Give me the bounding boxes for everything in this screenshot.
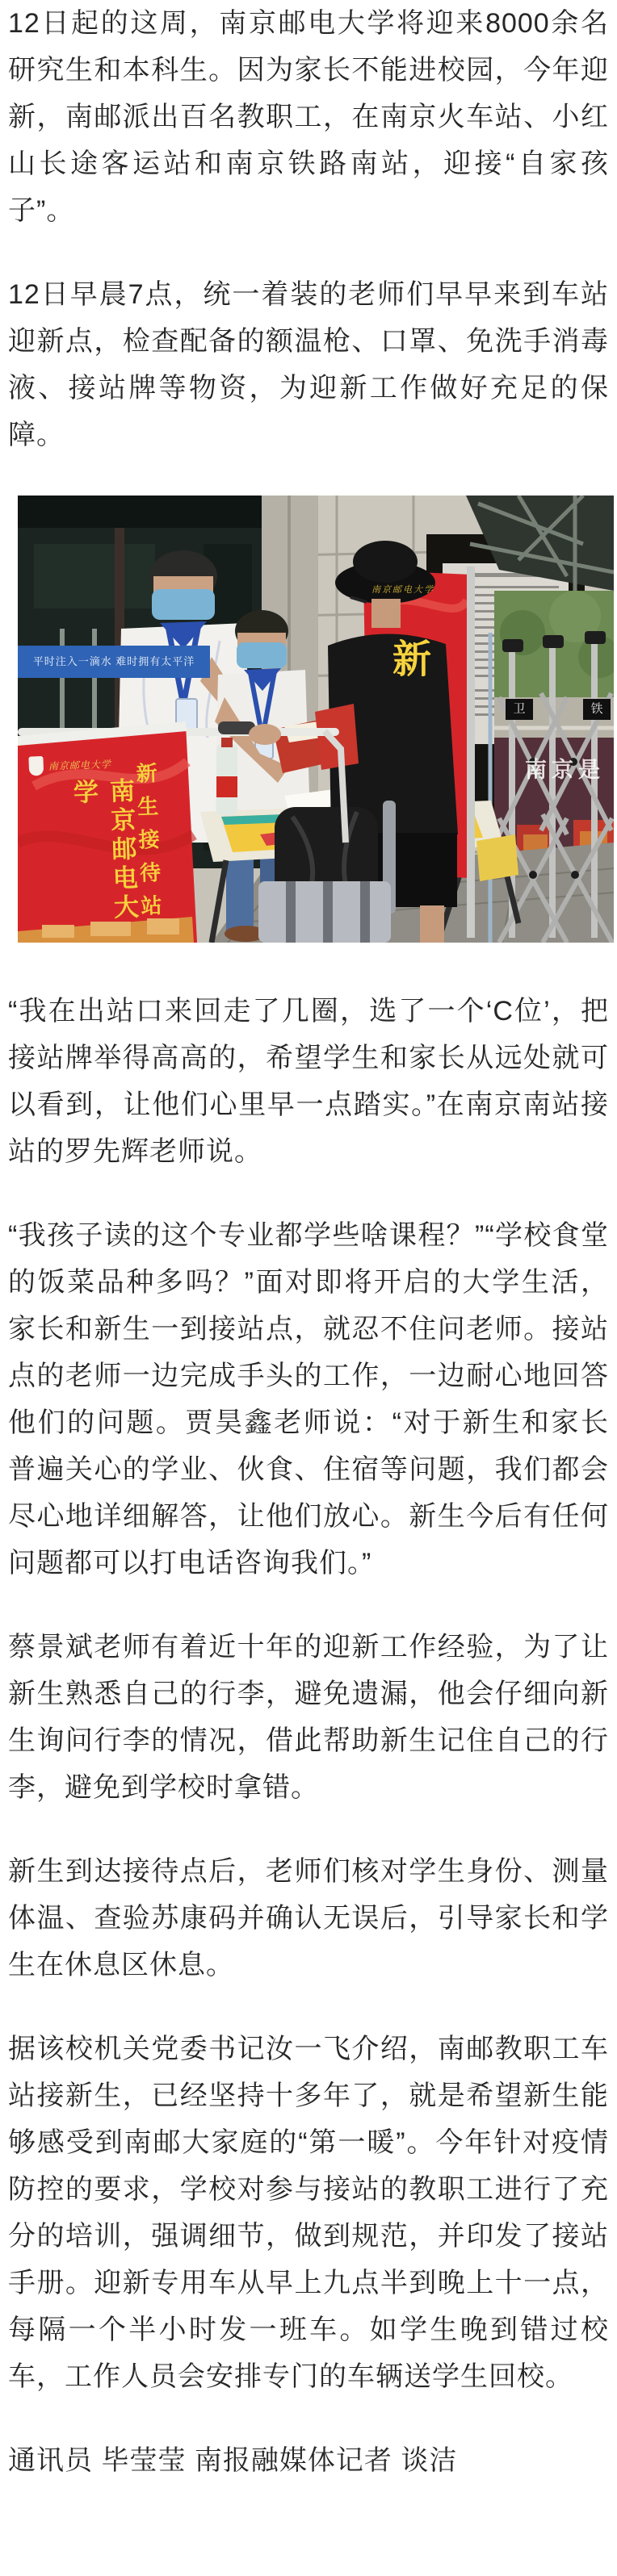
reception-banner bbox=[18, 718, 206, 943]
banner-logo-row bbox=[28, 754, 111, 776]
paragraph-7: 据该校机关党委书记汝一飞介绍，南邮教职工车站接新生，已经坚持十多年了，就是希望新生能够感受到南邮大家庭的“第一暖”。今年针对疫情防控的要求，学校对参与接站的教职工进行了充分的培训，强调细节，做到规范，并印发了接站手册。迎新专用车从早上九点半到晚上十一点，每隔一个半小时发一班车。如学生晚到错过校车，工作人员会安排专门的车辆送学生回校。 bbox=[8, 2034, 609, 2392]
glass-door-sign: 平时注入一滴水 难时拥有太平洋 bbox=[18, 646, 210, 678]
school-shield-logo-icon bbox=[28, 756, 44, 776]
background-sign-tie: 铁 bbox=[583, 699, 611, 720]
paragraph-6: 新生到达接待点后，老师们核对学生身份、测量体温、查验苏康码并确认无误后，引导家长和学生在休息区休息。 bbox=[8, 1856, 609, 1980]
mid-banner-logo-text: 南京邮电大学 bbox=[371, 585, 434, 595]
paragraph-5: 蔡景斌老师有着近十年的迎新工作经验，为了让新生熟悉自己的行李，避免遗漏，他会仔细向新生询问行李的情况，借此帮助新生记住自己的行李，避免到学校时拿错。 bbox=[8, 1632, 609, 1803]
banner-logo-script: 南京邮电大学 bbox=[48, 758, 112, 772]
paragraph-4: “我孩子读的这个专业都学些啥课程？”“学校食堂的饭菜品种多吗？”面对即将开启的大学生活，家长和新生一到接站点，就忍不住问老师。接站点的老师一边完成手头的工作，一边耐心地回答他们的问题。贾昊鑫老师说：“对于新生和家长普遍关心的学业、伙食、住宿等问题，我们都会尽心地详细解答，让他们放心。新生今后有任何问题都可以打电话咨询我们。” bbox=[8, 1220, 609, 1579]
paragraph-3: “我在出站口来回走了几圈，选了一个‘C位’，把接站牌举得高高的，希望学生和家长从远处就可以看到，让他们心里早一点踏实。”在南京南站接站的罗先辉老师说。 bbox=[8, 996, 609, 1167]
news-photo[interactable] bbox=[18, 496, 614, 943]
banner-school-name: 南京邮电大学 bbox=[69, 777, 139, 924]
paragraph-2: 12日早晨7点，统一着装的老师们早早来到车站迎新点，检查配备的额温枪、口罩、免洗手消毒液、接站牌等物资，为迎新工作做好充足的保障。 bbox=[8, 279, 609, 450]
banner-station-name: 新生接待站 bbox=[132, 762, 163, 928]
byline: 通讯员 毕莹莹 南报融媒体记者 谈洁 bbox=[8, 2445, 458, 2476]
mid-banner-character: 新 bbox=[392, 638, 432, 681]
paragraph-1: 12日起的这周，南京邮电大学将迎来8000余名研究生和本科生。因为家长不能进校园，今年迎新，南邮派出百名教职工，在南京火车站、小红山长途客运站和南京铁路南站，迎接“自家孩子”。 bbox=[8, 8, 609, 226]
background-sign-wei: 卫 bbox=[506, 699, 533, 720]
background-wall-text: 南京是 bbox=[525, 758, 605, 782]
